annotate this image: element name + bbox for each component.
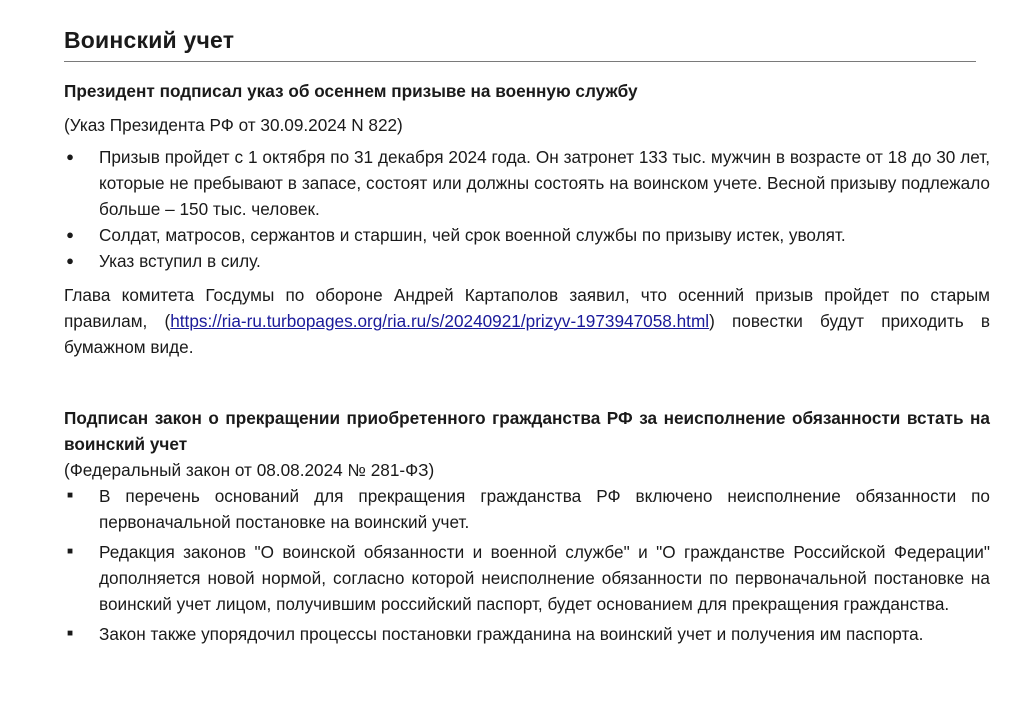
list-item xyxy=(64,621,990,647)
list-item-text: Редакция законов "О воинской обязанности и военной службе" и "О гражданстве Российской Федерации" дополняется новой нормой, согласно которой неисполнение обязанности по первоначальной постановке на воинский учет лицом, получившим российский паспорт, будет основанием для прекращения гражданства. xyxy=(99,542,990,614)
section2-bullet-list xyxy=(64,483,990,647)
title-divider xyxy=(64,61,976,62)
paragraph-text-after: ) повестки будут приходить в бумажном виде. xyxy=(64,311,990,357)
section2-source: (Федеральный закон от 08.08.2024 № 281-ФЗ) xyxy=(64,460,435,480)
list-item xyxy=(64,539,990,617)
list-item-text: В перечень оснований для прекращения гражданства РФ включено неисполнение обязанности по первоначальной постановке на воинский учет. xyxy=(99,486,990,532)
list-item-text: Призыв пройдет с 1 октября по 31 декабря 2024 года. Он затронет 133 тыс. мужчин в возрасте от 18 до 30 лет, которые не пребывают в запасе, состоят или должны состоять на воинском учете. Весной призыву подлежало больше – 150 тыс. человек. xyxy=(99,147,990,219)
ria-article-link[interactable]: https://ria-ru.turbopages.org/ria.ru/s/20240921/prizyv-1973947058.html xyxy=(170,311,710,331)
section1-bullet-list xyxy=(64,144,990,274)
disc-bullet-icon: ● xyxy=(66,149,74,164)
list-item xyxy=(64,144,990,222)
list-item-text: Указ вступил в силу. xyxy=(99,251,261,271)
square-bullet-icon: ■ xyxy=(66,628,74,639)
section2-heading: Подписан закон о прекращении приобретенного гражданства РФ за неисполнение обязанности встать на воинский учет xyxy=(64,408,990,454)
section-spacer xyxy=(64,360,990,405)
square-bullet-icon: ■ xyxy=(66,546,74,557)
list-item xyxy=(64,248,990,274)
section1-paragraph xyxy=(64,282,990,360)
list-item-text: Солдат, матросов, сержантов и старшин, чей срок военной службы по призыву истек, уволят. xyxy=(99,225,846,245)
section1-heading: Президент подписал указ об осеннем призыве на военную службу xyxy=(64,81,638,101)
paragraph-text-before: Глава комитета Госдумы по обороне Андрей Картаполов заявил, что осенний призыв пройдет по старым правилам, ( xyxy=(64,285,990,331)
section1-source: (Указ Президента РФ от 30.09.2024 N 822) xyxy=(64,115,403,135)
square-bullet-icon: ■ xyxy=(66,490,74,501)
document-body xyxy=(64,78,990,651)
list-item xyxy=(64,483,990,535)
list-item xyxy=(64,222,990,248)
disc-bullet-icon: ● xyxy=(66,227,74,242)
page-title: Воинский учет xyxy=(64,27,235,53)
list-item-text: Закон также упорядочил процессы постановки гражданина на воинский учет и получения им паспорта. xyxy=(99,624,924,644)
disc-bullet-icon: ● xyxy=(66,253,74,268)
